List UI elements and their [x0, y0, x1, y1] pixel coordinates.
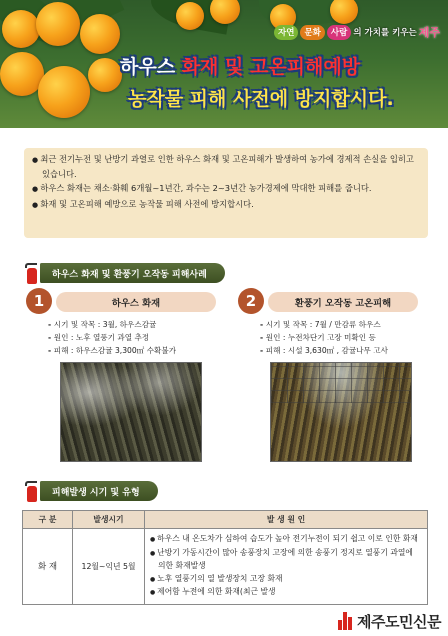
case-info-line: - 원인 : 노후 열풍기 과열 추정 — [48, 331, 176, 344]
slogan — [274, 24, 440, 40]
slogan-chip-nature: 자연 — [274, 25, 298, 40]
slogan-chip-people: 사람 — [327, 25, 351, 40]
slogan-brand: 제주 — [418, 26, 440, 39]
case-number-badge: 2 — [238, 288, 264, 314]
header-banner — [0, 0, 448, 128]
damage-table — [22, 510, 428, 605]
section-title: 하우스 화재 및 환풍기 오작동 피해사례 — [40, 263, 225, 283]
page-title-line2: 농작물 피해 사전에 방지합시다. — [128, 88, 394, 110]
tangerine-decoration — [2, 10, 40, 48]
case-title: 하우스 화재 — [56, 292, 216, 312]
case-info — [260, 318, 388, 357]
intro-box — [24, 148, 428, 238]
logo-text: 제주도민신문 — [357, 612, 441, 631]
cause-item: ● 노후 열풍기의 열 발생장치 고장 화재 — [150, 573, 422, 587]
case-title: 환풍기 오작동 고온피해 — [268, 292, 418, 312]
slogan-chip-culture: 문화 — [300, 25, 324, 40]
intro-item: ● 하우스 화재는 채소·화훼 6개월~1년간, 과수는 2~3년간 농가경제에 막대한 피해를 줍니다. — [32, 182, 420, 197]
fire-extinguisher-icon — [22, 262, 40, 284]
cause-item: ● 제어함 누전에 의한 화재(최근 발생 — [150, 586, 422, 600]
cause-item: ● 난방기 가동시간이 많아 송풍장치 고장에 의한 송풍기 정지로 열풍기 과열에 의한 화재발생 — [150, 547, 422, 573]
table-cell-causes — [145, 529, 428, 605]
table-header-category: 구 분 — [23, 511, 73, 529]
case-info — [48, 318, 176, 357]
greenhouse-frame — [271, 363, 411, 403]
damage-photo-heat — [270, 362, 412, 462]
cause-item: ● 하우스 내 온도차가 심하여 습도가 높아 전기누전이 되기 쉽고 이로 인한 화재 — [150, 533, 422, 547]
table-cell-period: 12월~익년 5월 — [73, 529, 145, 605]
case-info-line: - 시기 및 작목 : 3월, 하우스감귤 — [48, 318, 176, 331]
tangerine-decoration — [210, 0, 240, 24]
case-info-line: - 피해 : 시설 3,630㎡ , 감귤나무 고사 — [260, 344, 388, 357]
newspaper-logo — [335, 610, 444, 632]
tangerine-decoration — [176, 2, 204, 30]
tangerine-decoration — [330, 0, 358, 24]
case-info-line: - 시기 및 작목 : 7월 / 만감류 하우스 — [260, 318, 388, 331]
case-info-line: - 원인 : 누전차단기 고장 미확인 등 — [260, 331, 388, 344]
logo-mark-icon — [338, 612, 354, 630]
intro-item: ● 화재 및 고온피해 예방으로 농작물 피해 사전에 방지합시다. — [32, 198, 420, 213]
case-number-badge: 1 — [26, 288, 52, 314]
tangerine-decoration — [80, 14, 120, 54]
title-part: 하우스 — [120, 56, 182, 78]
intro-item: ● 최근 전기누전 및 난방기 과열로 인한 하우스 화재 및 고온피해가 발생하여 농가에 경제적 손실을 입히고 있습니다. — [32, 153, 420, 181]
case-info-line: - 피해 : 하우스감귤 3,300㎡ 수확불가 — [48, 344, 176, 357]
tangerine-decoration — [36, 2, 80, 46]
table-header-cause: 발 생 원 인 — [145, 511, 428, 529]
damage-photo-fire — [60, 362, 202, 462]
fire-extinguisher-icon — [22, 480, 40, 502]
table-row — [23, 529, 428, 605]
tangerine-decoration — [38, 66, 90, 118]
page-title-line1 — [120, 52, 360, 79]
section-header-cases — [22, 262, 225, 284]
section-title: 피해발생 시기 및 유형 — [40, 481, 158, 501]
slogan-text: 의 가치를 키우는 — [353, 28, 417, 38]
table-header-period: 발생시기 — [73, 511, 145, 529]
title-highlight: 화재 및 고온피해예방 — [181, 56, 361, 78]
section-header-types — [22, 480, 158, 502]
tangerine-decoration — [88, 58, 122, 92]
table-cell-category: 화 재 — [23, 529, 73, 605]
